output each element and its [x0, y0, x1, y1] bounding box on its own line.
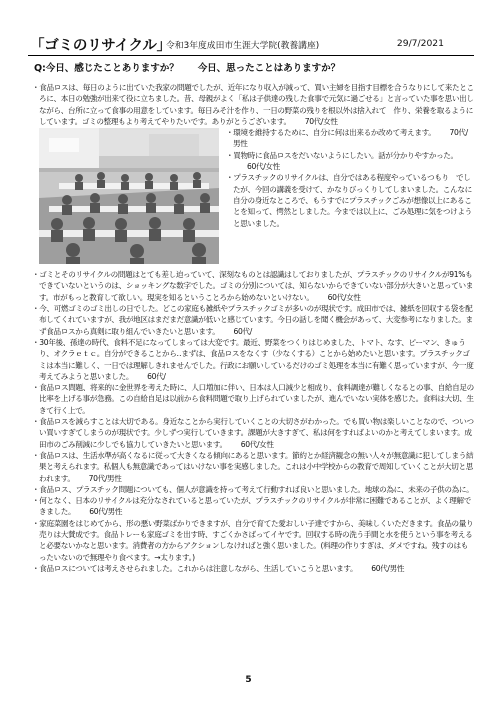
- comment-signature: 60代/: [233, 326, 252, 336]
- comment-entry: [32, 269, 474, 303]
- comments-body: [32, 82, 474, 574]
- comment-text: ・食品ロスは、毎日のように出ていた我家の問題でしたが、近年になり収入が減って、買い主婦を目指す目標を合うなりにして来たところに、本日の勉強が出来て役に立ちました。昔、母親がよく「私は子供達の残した食事で元気に過ごせる」と言っていた事を思い出しながら、台所に立って食事の用意をしています。毎日みそ汁を作り、一日の野菜の残りを根以外は捨入れて 作り、栄養を取るようにしています。ゴミの整理もより考えてやりたいです。ありがとうございます。: [32, 83, 474, 126]
- comment-entry: [226, 172, 474, 228]
- comment-signature: 70代/男性: [233, 128, 468, 149]
- comment-text: ・30年後、孫達の時代、食料不足になってしまっては大変です。最近、野菜をつくりはじめました、トマト、なす、ピーマン、きゅうり、オクラｅｔｃ。自分ができることから‥まずは、食品ロスをなくす（少なくする）ことから始めたいと思います。プラスチックゴミは本当に難しく、一日では理解しきれませんでした。行政にお願いしているだけのゴミ処理を本当に有難く思っていますが、今一度考えてみようと思いました。: [32, 337, 474, 381]
- comment-entry: [32, 416, 474, 450]
- comment-text: ・食品ロス問題、将来的に金世界を考えた時に、人口増加に伴い、日本は人口減少と相成り、食料調達が難しくなるとの事、自給自足の比率を上げる事が急務。この自給自足は以前から食料問題で取り上げられていましたが、進んでいない実体を感じた。食料は大切、生きて行く上で。: [32, 383, 474, 415]
- comment-text: ・環境を維持するために、自分に何は出来るか改めて考えます。: [226, 128, 436, 138]
- page-number: 5: [245, 675, 252, 685]
- comment-text: ・食品ロスについては考えさせられました。これからは注意しながら、生活していこうと思います。: [32, 563, 358, 573]
- comment-signature: 60代/女性: [247, 162, 280, 172]
- comment-entry: [32, 518, 474, 563]
- comment-entry: [32, 484, 474, 495]
- comment-text: ・食品ロスは、生活水準が高くなるに従って大きくなる傾向にあると思います。節約とか経済観念の無い人々が無意識に犯してしまう結果と考えられます。私個人も無意識であってはいけない事を実感しました。これは小中学校からの教育で周知していくことが大切と思われます。: [32, 450, 474, 483]
- lecture-photo: [39, 128, 219, 264]
- page-header: [28, 33, 474, 56]
- comment-signature: 60代/男性: [371, 563, 405, 573]
- page-date: 29/7/2021: [396, 38, 444, 49]
- comment-entry: [32, 382, 474, 416]
- comment-entry: [226, 150, 474, 173]
- comment-text: ・何となく、日本のリサイクルは充分なされていると思っていたが、プラスチックのリサイクルが非常に困難であることが、よく理解できました。: [32, 496, 471, 517]
- comment-text: ・家庭菜園をはじめてから、形の悪い野菜ばかりできますが、自分で育てた愛おしい子達ですから、美味しくいただきます。食品の量り売りは大賛成です。食品トレーも家庭ゴミを出す時、すごくかさばってイヤです。回収する時の洗う手間と水を使うという事を考えると必要ないかなと思います。消費者の方からアクションしなければと強く思いました。(料理の作りすぎは、ダメですね。残すのはもったいないので無理やり食べます。→太ります。): [32, 518, 474, 562]
- comment-signature: 60代/: [147, 371, 166, 381]
- comment-entry: [32, 563, 474, 574]
- comment-entry: [32, 450, 474, 484]
- comment-entry: [32, 303, 474, 337]
- side-comments: [226, 127, 474, 229]
- course-subtitle: 令和3年度成田市生涯大学院(教養講座): [166, 41, 320, 51]
- comment-text: ・プラスチックのリサイクルは、自分ではある程度やっているつもり でしたが、今回の講義を受けて、かなりびっくりしてしまいました。こんなに自分の身近なところで、もうすでにプラスチックごみが想像以上にあることを知って、愕然としました。今までは以上に、ごみ処理に気をつけようと思いました。: [226, 173, 472, 228]
- comment-text: ・ゴミとそのリサイクルの問題はとても差し迫っていて、深刻なものとは認識はしておりましたが、プラスチックのリサイクルが91%もできていないというのは、ショッキングな数字でした。ゴミの分別については、知らないからできていない部分が大きいと思っています。市がもっと教育して欲しい。現実を知るということろから始めないといけない。: [32, 270, 474, 302]
- comment-entry: [32, 337, 474, 382]
- comment-text: ・食品ロスを減らすことは大切である。身近なことから実行していくことの大切さがわかった。でも買い物は楽しいことなので、ついつい買いすぎてしまうのが現状です。少しずつ実行していきます。課題が大きすぎて、私は何をすればよいのかと考えてしまいます。成田市のごみ削減に少しでも協力していきたいと思います。: [32, 417, 474, 449]
- photo-row: [39, 127, 474, 269]
- page-title: 「ゴミのリサイクル」: [30, 38, 171, 54]
- comment-entry: [226, 127, 474, 150]
- question-heading: Q:今日、感じたことありますか？ 今日、思ったことはありますか？: [34, 63, 341, 74]
- comment-entry: [32, 495, 474, 518]
- comment-signature: 70代/男性: [88, 473, 122, 483]
- comment-text: ・食品ロス、プラスチック問題についても、個人が意識を持って考えて行動すれば良いと思いました。地球の為に、未来の子供の為に。: [32, 484, 474, 494]
- comment-signature: 60代/女性: [327, 292, 361, 302]
- comment-signature: 70代/女性: [304, 116, 338, 126]
- comment-signature: 60代/男性: [89, 507, 123, 517]
- comment-entry: [32, 82, 474, 127]
- comment-signature: 60代/女性: [240, 439, 274, 449]
- comment-text: ・今、可燃ゴミのゴミ出しの日でした。どこの家庭も雑紙やプラスチックゴミが多いのが現状です。成田市では、雑紙を回収する袋を配布してくれていますが、我が地区はまだまだ意識が低いと感じています。今日の話しを聞く機会があって、大変参考になりました。まず食品ロスから真剣に取り組んでいきたいと思います。: [32, 304, 473, 336]
- comment-text: ・買物時に食品ロスをだいないようにしたい。話が分かりやすかった。: [226, 150, 458, 160]
